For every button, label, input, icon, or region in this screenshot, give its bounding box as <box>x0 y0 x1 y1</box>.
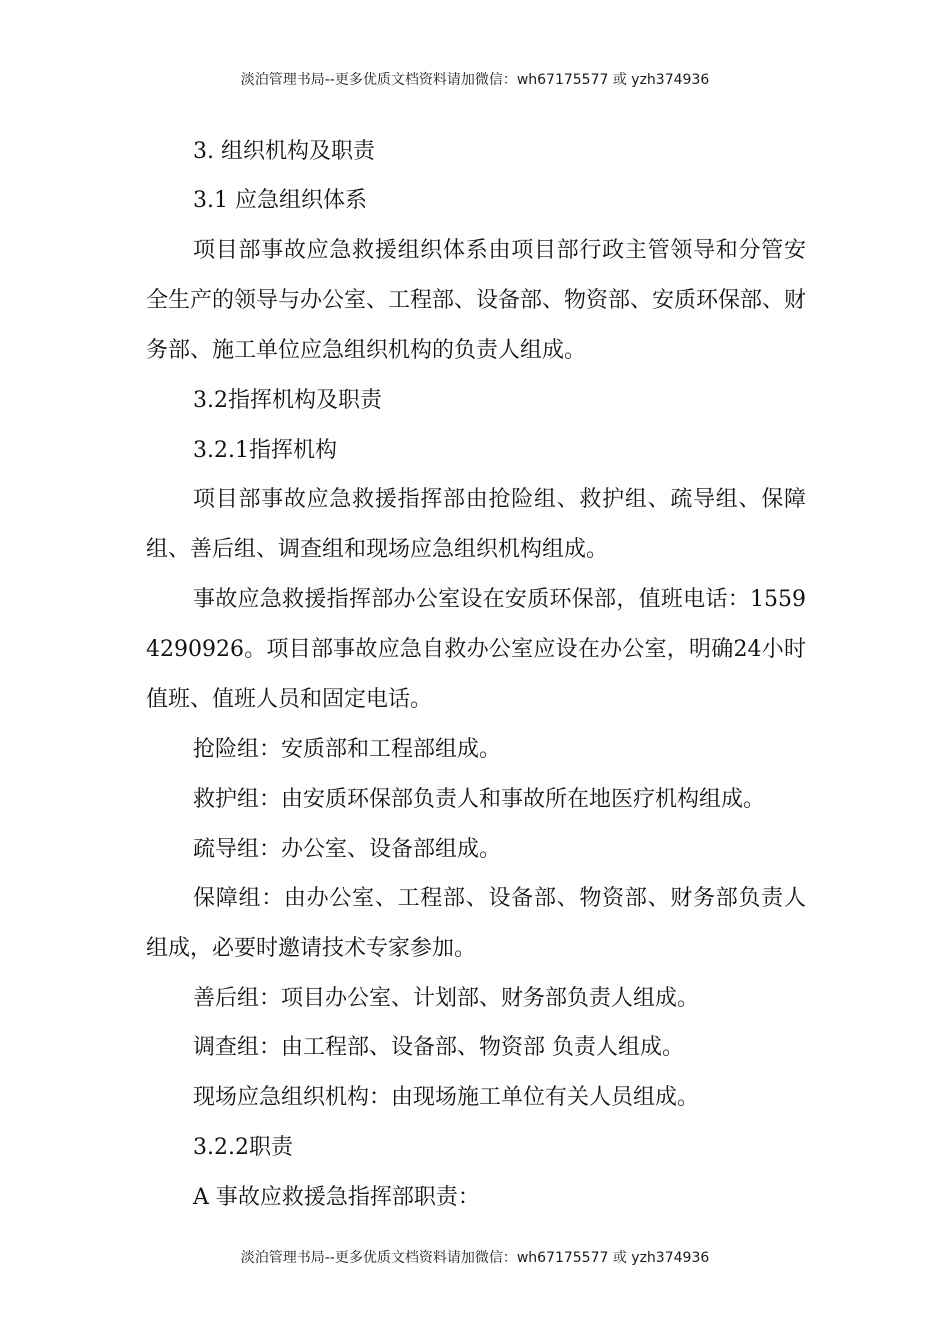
group-onsite: 现场应急组织机构：由现场施工单位有关人员组成。 <box>193 1085 700 1110</box>
group-medical: 救护组：由安质环保部负责人和事故所在地医疗机构组成。 <box>193 787 766 812</box>
section-heading-3: 3. 组织机构及职责 <box>193 139 375 164</box>
paragraph-org-system: 项目部事故应急救援组织体系由项目部行政主管领导和分管安全生产的领导与办公室、工程部、设备部、物资部、安质环保部、财务部、施工单位应急组织机构的负责人组成。 <box>146 238 807 363</box>
section-heading-3-2: 3.2指挥机构及职责 <box>193 388 382 413</box>
group-rescue: 抢险组：安质部和工程部组成。 <box>193 737 502 762</box>
section-heading-3-2-2: 3.2.2职责 <box>193 1135 293 1160</box>
section-heading-3-1: 3.1 应急组织体系 <box>193 188 367 213</box>
section-heading-3-2-1: 3.2.1指挥机构 <box>193 438 337 463</box>
paragraph-support: 保障组：由办公室、工程部、设备部、物资部、财务部负责人组成，必要时邀请技术专家参加。 <box>146 886 806 961</box>
group-aftermath: 善后组：项目办公室、计划部、财务部负责人组成。 <box>193 986 700 1011</box>
paragraph-office: 事故应急救援指挥部办公室设在安质环保部，值班电话：15594290926。项目部事故应急自救办公室应设在办公室，明确24小时值班、值班人员和固定电话。 <box>146 587 806 712</box>
page-header: 淡泊管理书局--更多优质文档资料请加微信：wh67175577 或 yzh374936 <box>240 72 710 88</box>
page-footer: 淡泊管理书局--更多优质文档资料请加微信：wh67175577 或 yzh374936 <box>240 1250 710 1266</box>
paragraph-command: 项目部事故应急救援指挥部由抢险组、救护组、疏导组、保障组、善后组、调查组和现场应急组织机构组成。 <box>146 487 806 562</box>
group-guide: 疏导组：办公室、设备部组成。 <box>193 837 502 862</box>
item-a-heading: A 事故应救援急指挥部职责： <box>193 1185 480 1210</box>
group-investigation: 调查组：由工程部、设备部、物资部 负责人组成。 <box>193 1035 684 1060</box>
